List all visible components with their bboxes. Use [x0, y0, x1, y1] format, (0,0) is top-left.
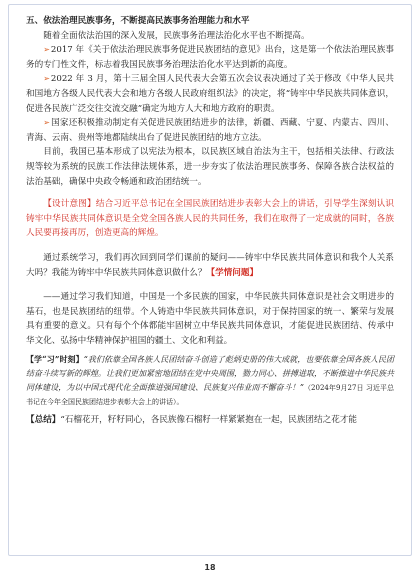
page-number: 18: [204, 563, 216, 572]
page-border: [8, 4, 412, 556]
quote-source: （2024年9月27日 习近平总书记在今年全国民族团结进步表彰大会上的讲话）。: [26, 384, 394, 407]
arrow-bullet-icon: ➢: [43, 118, 50, 128]
paragraph: 随着全面依法治国的深入发展，民族事务治理法治化水平也不断提高。: [43, 30, 310, 41]
paragraph: ➢2017 年《关于依法治理民族事务促进民族团结的意见》出台，这是第一个依法治理民族事务的专门性文件，标志着我国民族事务治理法治化水平达到新的高度。: [26, 45, 394, 70]
design-intent-label: 【设计意图】: [43, 199, 96, 210]
arrow-bullet-icon: ➢: [43, 45, 50, 55]
paragraph: ➢国家还积极推动制定有关促进民族团结进步的法律，新疆、西藏、宁夏、内蒙古、四川、青海、云南、贵州等地都陆续出台了促进民族团结的地方立法。: [26, 118, 394, 143]
summary-label: 【总结】: [26, 415, 61, 426]
design-intent-text: 结合习近平总书记在全国民族团结进步表彰大会上的讲话，引导学生深刻认识铸牢中华民族共同体意识是全党全国各族人民的共同任务，我们在取得了一定成就的同时，各族人民要再接再厉，创造更高的辉煌。: [26, 199, 394, 239]
section-heading: 五、依法治理民族事务，不断提高民族事务治理能力和水平: [26, 16, 250, 26]
study-moment-label: 【学“习”时刻】: [26, 354, 84, 365]
paragraph: 目前，我国已基本形成了以宪法为根本，以民族区域自治法为主干，包括相关法律、行政法规等较为系统的民族工作法律法规体系，进一步夯实了依法治理民族事务、保障各族合法权益的法治基础，确保中央政令畅通和政治团结统一。: [26, 147, 394, 187]
summary-text: “石榴花开，籽籽同心，各民族像石榴籽一样紧紧抱在一起，民族团结之花才能: [60, 415, 357, 426]
question-paragraph: 通过系统学习，我们再次回到同学们课前的疑问——铸牢中华民族共同体意识和我个人关系大吗？我能为铸牢中华民族共同体意识做什么？【学情问题】: [26, 252, 394, 278]
answer-paragraph: ——通过学习我们知道，中国是一个多民族的国家，中华民族共同体意识是社会文明进步的基石，也是民族团结的纽带。个人铸造中华民族共同体意识，对于保持国家的统一、繁荣与发展具有重要的意义。只有每个个体都能牢固树立中华民族共同体意识，才能促进民族团结、传承中华文化、弘扬中华精神保护祖国的疆土、文化和利益。: [26, 292, 394, 346]
arrow-bullet-icon: ➢: [43, 74, 50, 84]
paragraph: ➢2022 年 3 月，第十三届全国人民代表大会第五次会议表决通过了关于修改《中华人民共和国地方各级人民代表大会和地方各级人民政府组织法》的决定，将“铸牢中华民族共同体意识，促进各民族广泛交往交流交融”确定为地方人大和地方政府的职责。: [26, 74, 394, 114]
learning-question-tag: 【学情问题】: [206, 267, 259, 278]
quote-text: “我们依靠全国各族人民团结奋斗创造了彪炳史册的伟大成就，也要依靠全国各族人民团结奋斗续写新的辉煌。让我们更加紧密地团结在党中央周围，勠力同心、拼搏进取，不断推进中华民族共同体建设，为以中国式现代化全面推进强国建设、民族复兴伟业而不懈奋斗！”: [26, 355, 395, 393]
